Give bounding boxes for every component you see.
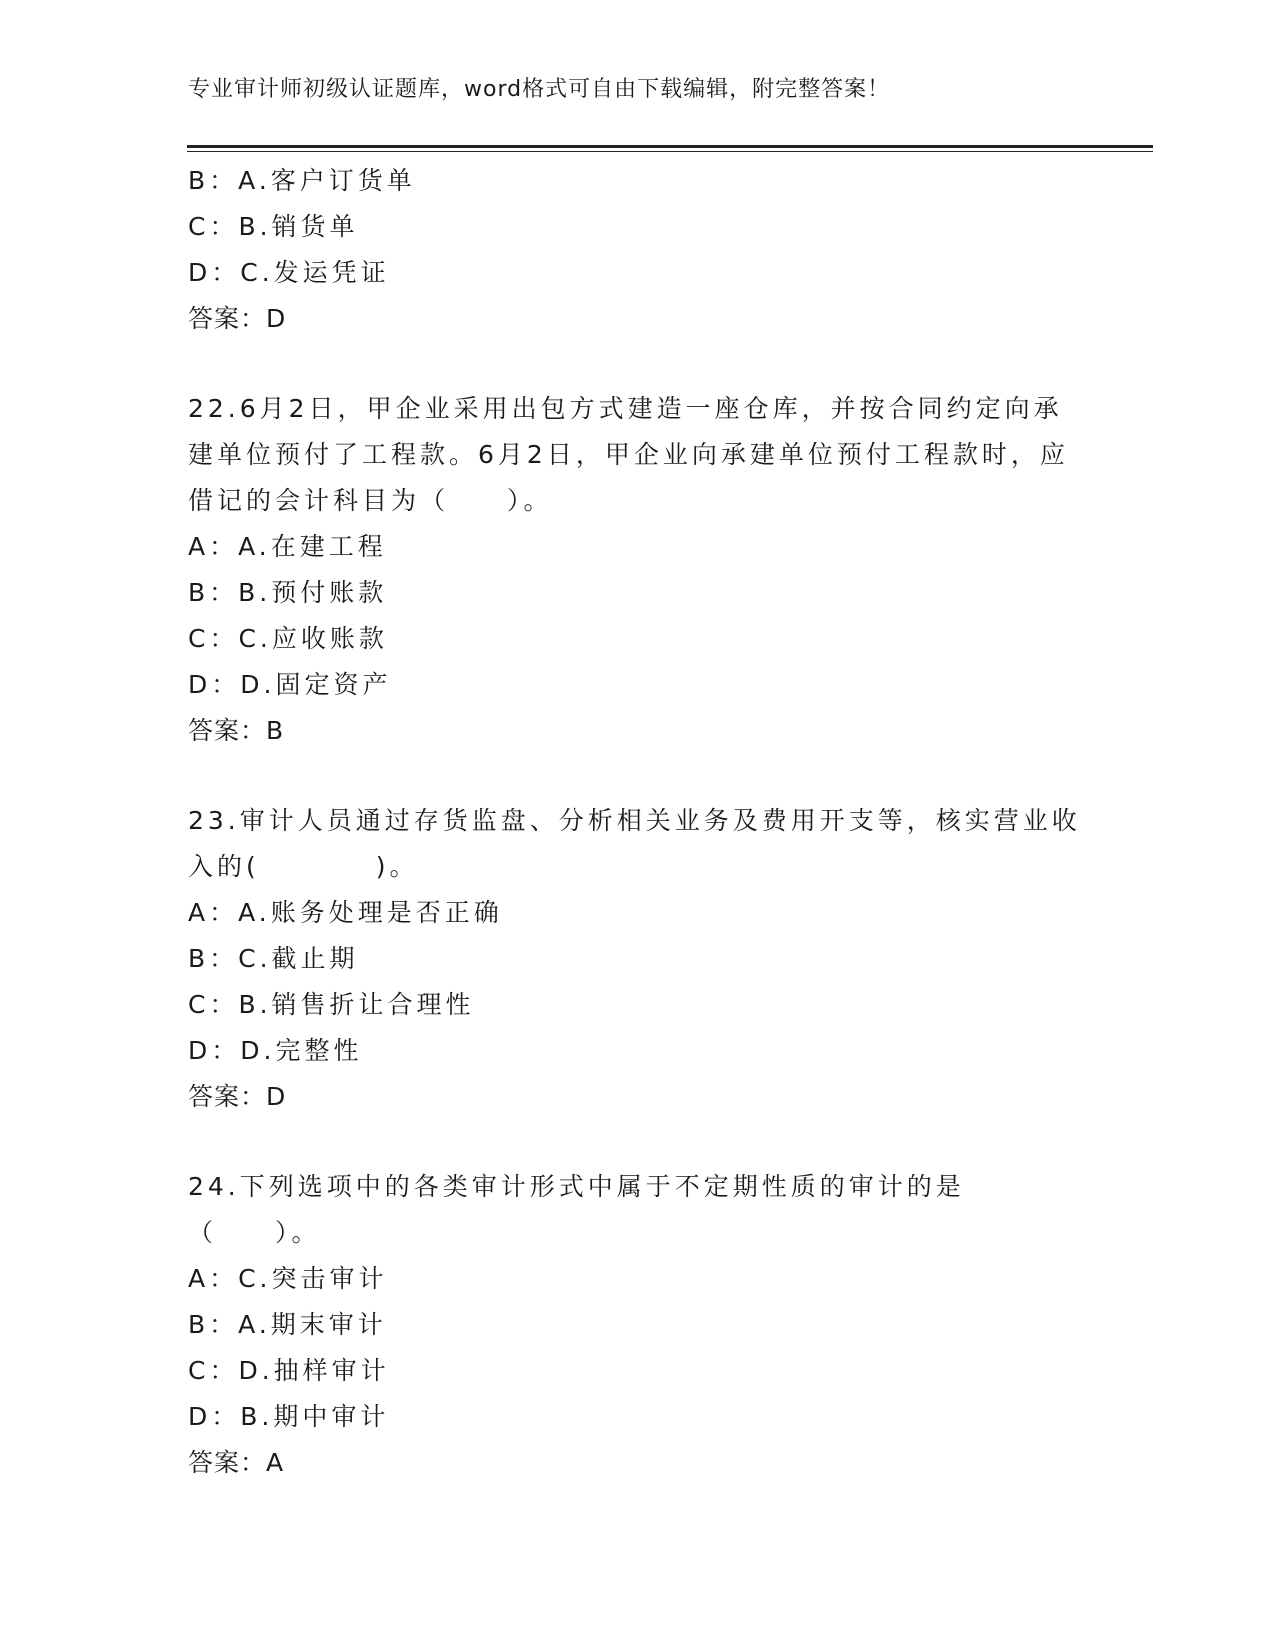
question-text: 23.审计人员通过存货监盘、分析相关业务及费用开支等，核实营业收入的( )。 — [188, 806, 1081, 881]
answer-value: D — [266, 304, 287, 333]
option-c: C：B.销售折让合理性 — [188, 990, 475, 1019]
option-b: B：A.客户订货单 — [188, 166, 416, 195]
answer-value: D — [266, 1082, 287, 1111]
option-b: B：A.期末审计 — [188, 1310, 387, 1339]
option-a: A：A.账务处理是否正确 — [188, 898, 503, 927]
page-header: 专业审计师初级认证题库，word格式可自由下载编辑，附完整答案！ — [188, 77, 891, 102]
question-text: 24.下列选项中的各类审计形式中属于不定期性质的审计的是（ ）。 — [188, 1172, 965, 1247]
answer-line — [188, 708, 1108, 754]
option-a: A：C.突击审计 — [188, 1264, 388, 1293]
option-b: B：B.预付账款 — [188, 578, 388, 607]
option-d: D：C.发运凭证 — [188, 258, 390, 287]
option-c: C：B.销货单 — [188, 212, 359, 241]
option-c: C：C.应收账款 — [188, 624, 388, 653]
question-23 — [188, 798, 1108, 1120]
answer-line — [188, 1440, 1108, 1486]
question-text: 22.6月2日，甲企业采用出包方式建造一座仓库，并按合同约定向承建单位预付了工程款。6月2日，甲企业向承建单位预付工程款时，应借记的会计科目为（ ）。 — [188, 394, 1069, 515]
option-a: A：A.在建工程 — [188, 532, 387, 561]
option-b: B：C.截止期 — [188, 944, 359, 973]
option-d: D：B.期中审计 — [188, 1402, 390, 1431]
answer-label: 答案： — [188, 1448, 267, 1477]
option-d: D：D.完整性 — [188, 1036, 363, 1065]
question-24 — [188, 1164, 1108, 1486]
option-c: C：D.抽样审计 — [188, 1356, 390, 1385]
question-21-tail — [188, 158, 1108, 342]
header-rule-thick — [187, 145, 1153, 148]
answer-label: 答案： — [188, 304, 267, 333]
answer-line — [188, 1074, 1108, 1120]
question-list — [188, 158, 1108, 1486]
answer-label: 答案： — [188, 716, 267, 745]
answer-value: A — [266, 1448, 285, 1477]
header-rule-thin — [187, 151, 1153, 152]
answer-value: B — [266, 716, 285, 745]
answer-label: 答案： — [188, 1082, 267, 1111]
answer-line — [188, 296, 1108, 342]
question-22 — [188, 386, 1108, 754]
option-d: D：D.固定资产 — [188, 670, 392, 699]
